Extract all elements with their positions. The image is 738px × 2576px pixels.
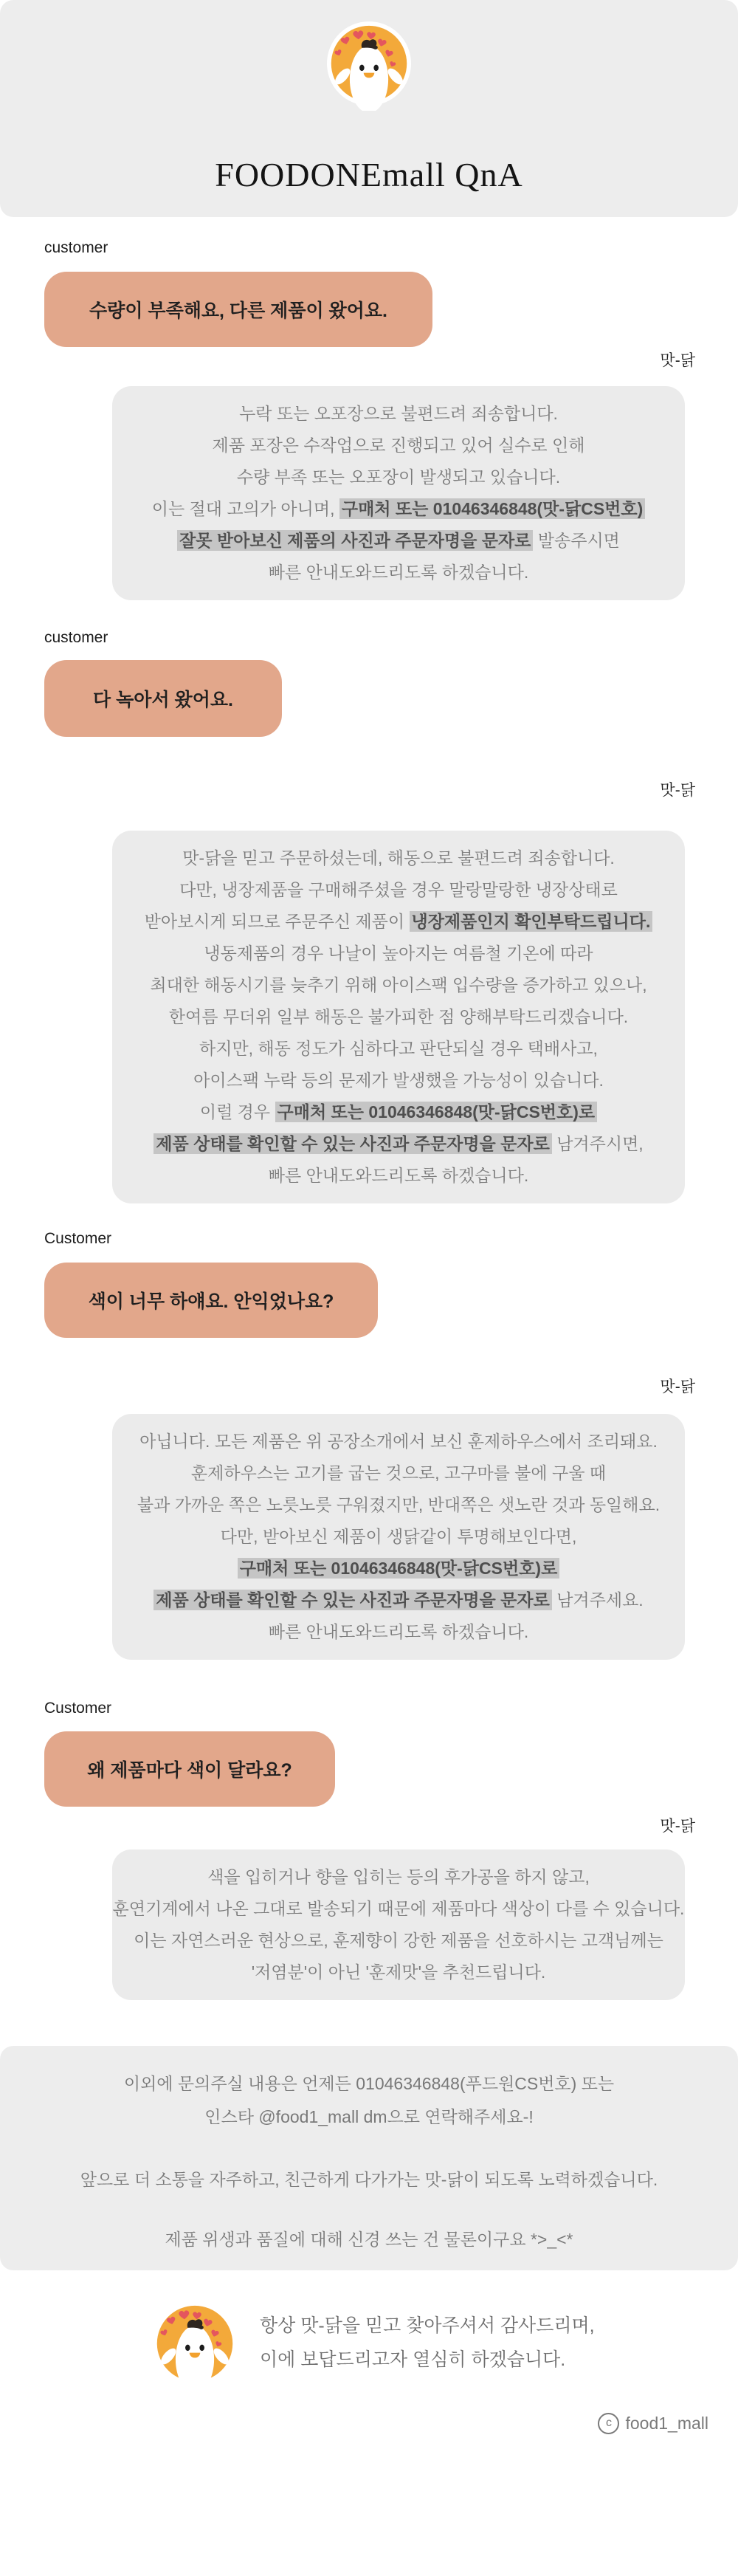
closing-line-1: 항상 맛-닭을 믿고 찾아주셔서 감사드리며,	[260, 2315, 595, 2336]
answer-line: 이럴 경우 구매처 또는 01046346848(맛-닭CS번호)로	[112, 1096, 685, 1128]
answer-line: 이는 절대 고의가 아니며, 구매처 또는 01046346848(맛-닭CS번호)	[112, 493, 685, 525]
answer-line: 빠른 안내도와드리도록 하겠습니다.	[268, 1622, 529, 1641]
copyright	[598, 2413, 708, 2434]
answer-line: 누락 또는 오포장으로 불편드려 죄송합니다.	[239, 404, 558, 423]
header	[0, 0, 738, 217]
answer-line: 훈제하우스는 고기를 굽는 것으로, 고구마를 불에 구울 때	[190, 1463, 607, 1483]
answer-bubble	[112, 831, 685, 1203]
answer-line: 색을 입히거나 향을 입히는 등의 후가공을 하지 않고,	[207, 1867, 590, 1886]
footer-promise-line: 앞으로 더 소통을 자주하고, 친근하게 다가가는 맛-닭이 되도록 노력하겠습니다.	[80, 2170, 658, 2189]
brand-label: 맛-닭	[660, 1818, 695, 1835]
customer-label: Customer	[44, 1230, 112, 1247]
answer-line: 수량 부족 또는 오포장이 발생되고 있습니다.	[236, 467, 561, 487]
footer-quality-line: 제품 위생과 품질에 대해 신경 쓰는 건 물론이구요 *>_<*	[165, 2230, 573, 2249]
answer-line: 다만, 냉장제품을 구매해주셨을 경우 말랑말랑한 냉장상태로	[179, 880, 618, 899]
answer-line: '저염분'이 아닌 '훈제맛'을 추천드립니다.	[251, 1962, 546, 1982]
answer-line: 빠른 안내도와드리도록 하겠습니다.	[268, 1166, 529, 1185]
answer-line: 최대한 해동시기를 늦추기 위해 아이스팩 입수량을 증가하고 있으나,	[150, 975, 647, 995]
answer-line: 빠른 안내도와드리도록 하겠습니다.	[268, 563, 529, 582]
brand-logo-icon	[326, 21, 412, 111]
footer-instagram-line: 인스타 @food1_mall dm으로 연락해주세요-!	[204, 2107, 534, 2126]
question-bubble: 수량이 부족해요, 다른 제품이 왔어요.	[44, 272, 432, 347]
closing-line-2: 이에 보답드리고자 열심히 하겠습니다.	[260, 2349, 566, 2370]
answer-line: 받아보시게 되므로 주문주신 제품이 냉장제품인지 확인부탁드립니다.	[112, 906, 685, 938]
answer-line: 아닙니다. 모든 제품은 위 공장소개에서 보신 훈제하우스에서 조리돼요.	[139, 1432, 658, 1451]
copyright-icon: c	[598, 2413, 619, 2434]
closing-message	[260, 2309, 595, 2377]
question-bubble: 다 녹아서 왔어요.	[44, 660, 282, 737]
brand-logo-icon	[152, 2301, 238, 2391]
answer-line: 잘못 받아보신 제품의 사진과 주문자명을 문자로 발송주시면	[112, 525, 685, 557]
answer-line: 냉동제품의 경우 나날이 높아지는 여름철 기온에 따라	[204, 944, 593, 963]
question-bubble: 왜 제품마다 색이 달라요?	[44, 1731, 335, 1807]
page-title: FOODONEmall QnA	[215, 156, 523, 193]
answer-line: 구매처 또는 01046346848(맛-닭CS번호)로	[112, 1553, 685, 1584]
answer-bubble	[112, 386, 685, 600]
question-bubble: 색이 너무 하얘요. 안익었나요?	[44, 1263, 378, 1338]
answer-line: 제품 상태를 확인할 수 있는 사진과 주문자명을 문자로 남겨주시면,	[112, 1128, 685, 1160]
answer-line: 불과 가까운 쪽은 노릇노릇 구워졌지만, 반대쪽은 샛노란 것과 동일해요.	[137, 1495, 661, 1514]
brand-label: 맛-닭	[660, 1378, 695, 1395]
customer-label: customer	[44, 629, 108, 646]
footer-contact-line: 이외에 문의주실 내용은 언제든 01046346848(푸드원CS번호) 또는	[123, 2074, 615, 2093]
copyright-text: food1_mall	[625, 2414, 708, 2433]
answer-bubble	[112, 1849, 685, 2000]
answer-bubble	[112, 1414, 685, 1660]
brand-label: 맛-닭	[660, 782, 695, 799]
answer-line: 한여름 무더위 일부 해동은 불가피한 점 양해부탁드리겠습니다.	[168, 1007, 629, 1026]
answer-line: 훈연기계에서 나온 그대로 발송되기 때문에 제품마다 색상이 다를 수 있습니다.	[112, 1899, 685, 1918]
answer-line: 다만, 받아보신 제품이 생닭같이 투명해보인다면,	[220, 1527, 577, 1546]
answer-line: 제품 포장은 수작업으로 진행되고 있어 실수로 인해	[212, 436, 585, 455]
answer-line: 하지만, 해동 정도가 심하다고 판단되실 경우 택배사고,	[199, 1039, 598, 1058]
answer-line: 아이스팩 누락 등의 문제가 발생했을 가능성이 있습니다.	[193, 1071, 604, 1090]
answer-line: 이는 자연스러운 현상으로, 훈제향이 강한 제품을 선호하시는 고객님께는	[134, 1931, 663, 1950]
customer-label: Customer	[44, 1700, 112, 1717]
customer-label: customer	[44, 239, 108, 256]
brand-label: 맛-닭	[660, 352, 695, 369]
answer-line: 맛-닭을 믿고 주문하셨는데, 해동으로 불편드려 죄송합니다.	[182, 848, 615, 868]
answer-line: 제품 상태를 확인할 수 있는 사진과 주문자명을 문자로 남겨주세요.	[112, 1584, 685, 1616]
